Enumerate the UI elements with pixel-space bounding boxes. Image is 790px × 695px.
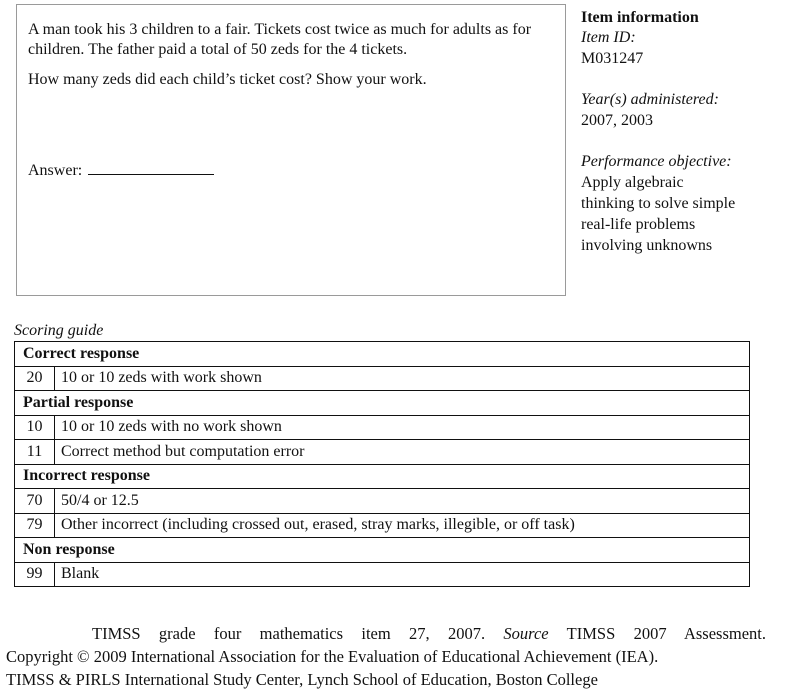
objective-line: Apply algebraic — [581, 174, 684, 191]
score-description: Correct method but computation error — [55, 440, 750, 465]
score-description: 50/4 or 12.5 — [55, 489, 750, 514]
score-code: 10 — [15, 415, 55, 440]
item-information — [581, 8, 786, 256]
objective-label: Performance objective: — [581, 153, 732, 170]
item-id-value: M031247 — [581, 50, 644, 67]
table-row — [15, 366, 750, 391]
section-row — [15, 538, 750, 563]
years-label: Year(s) administered: — [581, 91, 719, 108]
score-description: Other incorrect (including crossed out, erased, stray marks, illegible, or off task) — [55, 513, 750, 538]
footer-copyright: Copyright © 2009 International Association for the Evaluation of Educational Achievement (IEA). — [6, 647, 659, 666]
question-prompt: How many zeds did each child’s ticket cost? Show your work. — [28, 71, 427, 88]
section-heading: Correct response — [15, 342, 750, 367]
objective-line: thinking to solve simple — [581, 195, 736, 212]
table-row — [15, 415, 750, 440]
question-text: A man took his 3 children to a fair. Tickets cost twice as much for adults as for children. The father paid a total of 50 zeds for the 4 tickets. — [28, 21, 532, 58]
section-heading: Non response — [15, 538, 750, 563]
objective-line: involving unknowns — [581, 237, 713, 254]
footer-item-ref: TIMSS grade four mathematics item 27, 2007. — [92, 624, 486, 643]
source-footer — [6, 622, 766, 691]
item-info-heading: Item information — [581, 9, 699, 26]
score-description: 10 or 10 zeds with work shown — [55, 366, 750, 391]
table-row — [15, 440, 750, 465]
table-row — [15, 562, 750, 587]
years-value: 2007, 2003 — [581, 112, 653, 129]
score-code: 70 — [15, 489, 55, 514]
answer-blank[interactable] — [88, 159, 214, 175]
score-code: 79 — [15, 513, 55, 538]
score-description: Blank — [55, 562, 750, 587]
scoring-guide-title: Scoring guide — [14, 322, 104, 339]
answer-label: Answer: — [28, 162, 83, 179]
section-heading: Incorrect response — [15, 464, 750, 489]
answer-row — [28, 159, 328, 180]
score-code: 11 — [15, 440, 55, 465]
scoring-guide-table — [14, 341, 750, 587]
objective-line: real-life problems — [581, 216, 696, 233]
table-row — [15, 489, 750, 514]
footer-source-label: Source — [503, 624, 549, 643]
score-code: 20 — [15, 366, 55, 391]
footer-line-1 — [6, 622, 766, 645]
section-heading: Partial response — [15, 391, 750, 416]
section-row — [15, 464, 750, 489]
footer-source-name: TIMSS 2007 Assessment. — [566, 624, 767, 643]
table-row — [15, 513, 750, 538]
section-row — [15, 391, 750, 416]
score-description: 10 or 10 zeds with no work shown — [55, 415, 750, 440]
footer-center: TIMSS & PIRLS International Study Center, Lynch School of Education, Boston College — [6, 670, 598, 689]
section-row — [15, 342, 750, 367]
score-code: 99 — [15, 562, 55, 587]
item-id-label: Item ID: — [581, 29, 636, 46]
